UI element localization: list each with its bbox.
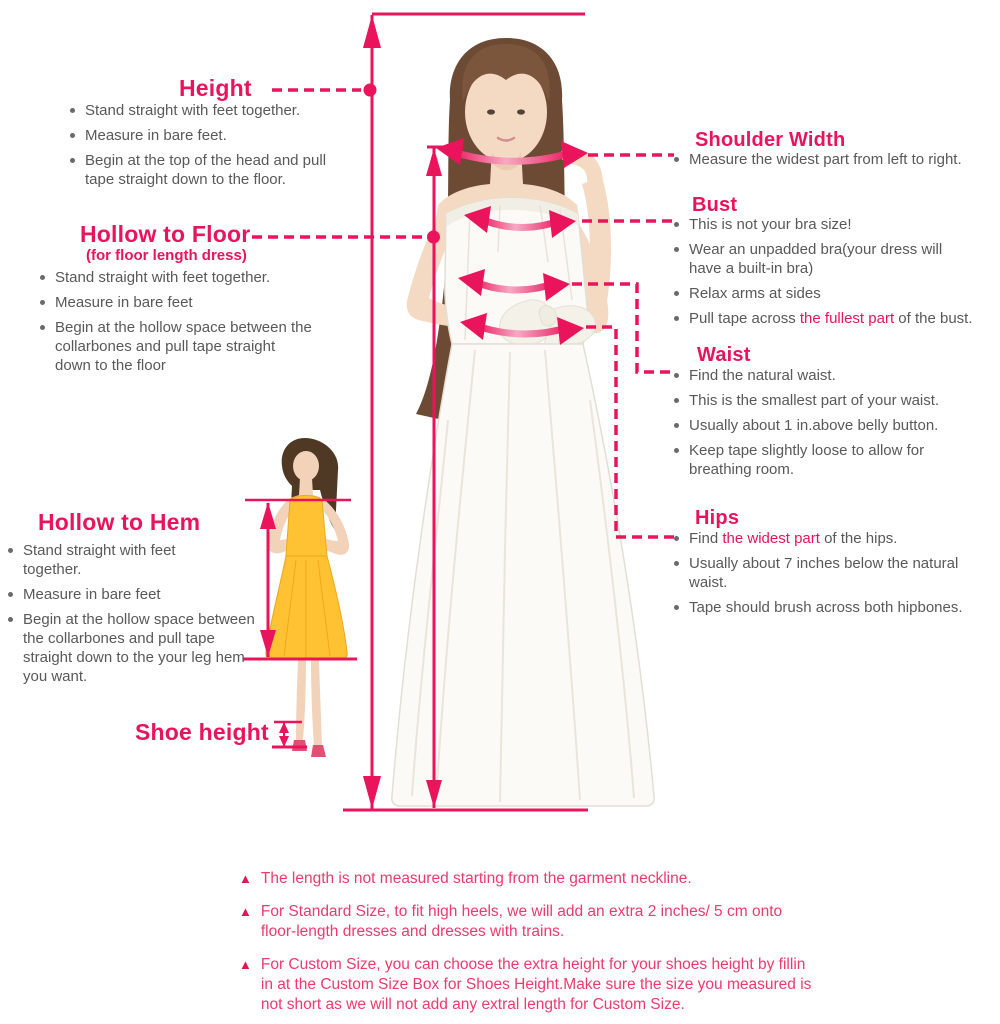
list-item — [674, 598, 1000, 617]
bullet-dot — [674, 561, 679, 566]
height-title: Height — [179, 75, 252, 101]
hips-list — [674, 529, 1000, 623]
list-item — [674, 284, 1000, 303]
list-item — [674, 215, 1000, 234]
bullet-dot — [40, 325, 45, 330]
bullet-dot — [70, 133, 75, 138]
bullet-dot — [8, 592, 13, 597]
notes-block — [239, 869, 839, 1024]
bullet-text: Stand straight with feet together. — [23, 542, 176, 578]
bullet-text: Measure in bare feet — [55, 294, 193, 311]
hips-title: Hips — [695, 507, 740, 529]
list-item — [40, 318, 312, 375]
hollow-to-hem-list — [8, 541, 268, 692]
list-item — [70, 101, 335, 120]
bullet-text: Begin at the hollow space between the collarbones and pull tape straight down to the your leg hem you want. — [23, 611, 255, 685]
list-item — [674, 441, 1000, 479]
bullet-dot — [674, 373, 679, 378]
note-text: For Custom Size, you can choose the extra height for your shoes height by fillin in at the Custom Size Box for Shoes Height.Make sure the size you measured is not short as we will not add any extral length for Custom Size. — [260, 956, 812, 1013]
bullet-dot — [70, 108, 75, 113]
bullet-dot — [70, 158, 75, 163]
model-photo — [392, 38, 654, 806]
list-item — [8, 610, 268, 686]
bullet-text: Keep tape slightly loose to allow for breathing room. — [689, 442, 925, 478]
shoulder-width-title: Shoulder Width — [695, 129, 846, 151]
bullet-dot — [8, 617, 13, 622]
note-item — [239, 955, 839, 1015]
bullet-dot — [674, 536, 679, 541]
list-item — [70, 151, 335, 189]
height-list — [70, 101, 335, 195]
waist-title: Waist — [697, 344, 751, 366]
bullet-dot — [674, 448, 679, 453]
bullet-text: Begin at the hollow space between the collarbones and pull tape straight down to the floor — [55, 319, 312, 374]
bullet-dot — [40, 275, 45, 280]
bullet-text: This is not your bra size! — [689, 216, 852, 233]
bullet-dot — [8, 548, 13, 553]
warning-triangle-icon: ▲ — [239, 957, 252, 972]
bullet-dot — [674, 398, 679, 403]
bullet-text: Usually about 1 in.above belly button. — [689, 417, 939, 434]
shoe-height-title: Shoe height — [135, 719, 269, 745]
list-item — [40, 293, 312, 312]
list-item — [674, 391, 1000, 410]
bullet-dot — [40, 300, 45, 305]
bullet-dot — [674, 316, 679, 321]
list-item — [70, 126, 335, 145]
list-item — [8, 541, 268, 579]
bullet-dot — [674, 157, 679, 162]
warning-triangle-icon: ▲ — [239, 871, 252, 886]
note-item — [239, 869, 839, 889]
bullet-dot — [674, 222, 679, 227]
hollow-to-floor-title: Hollow to Floor — [80, 221, 251, 247]
bullet-text: Usually about 7 inches below the natural waist. — [689, 555, 959, 591]
bullet-dot — [674, 605, 679, 610]
bust-title: Bust — [692, 194, 738, 216]
bullet-dot — [674, 423, 679, 428]
hollow-to-hem-title: Hollow to Hem — [38, 509, 201, 535]
bullet-text: Measure in bare feet — [23, 586, 161, 603]
bullet-text: Measure the widest part from left to right. — [689, 151, 962, 168]
warning-triangle-icon: ▲ — [239, 904, 252, 919]
note-item — [239, 902, 839, 942]
bust-list — [674, 215, 1000, 334]
petite-model-photo — [266, 438, 349, 757]
hollow-to-floor-subtitle: (for floor length dress) — [86, 247, 247, 264]
list-item — [674, 416, 1000, 435]
list-item — [674, 309, 1000, 328]
bullet-text: This is the smallest part of your waist. — [689, 392, 940, 409]
bullet-dot — [674, 291, 679, 296]
bullet-text: Wear an unpadded bra(your dress will have a built-in bra) — [689, 241, 943, 277]
list-item — [674, 150, 1000, 169]
note-text: For Standard Size, to fit high heels, we will add an extra 2 inches/ 5 cm onto floor-length dresses and dresses with trains. — [260, 903, 783, 940]
hollow-to-floor-list — [40, 268, 312, 381]
list-item — [674, 529, 1000, 548]
height-dash-dot — [364, 84, 377, 97]
bullet-text: Stand straight with feet together. — [85, 102, 301, 119]
bullet-text: Tape should brush across both hipbones. — [689, 599, 963, 616]
waist-list — [674, 366, 1000, 485]
hollow-dash-dot — [427, 231, 440, 244]
bullet-text: Measure in bare feet. — [85, 127, 227, 144]
bullet-text: Stand straight with feet together. — [55, 269, 271, 286]
note-text: The length is not measured starting from the garment neckline. — [260, 870, 692, 887]
bullet-text: Begin at the top of the head and pull tape straight down to the floor. — [85, 152, 327, 188]
shoulder-width-list — [674, 150, 1000, 175]
bullet-text: Find the natural waist. — [689, 367, 836, 384]
bullet-text: Find the widest part of the hips. — [689, 530, 898, 547]
list-item — [674, 554, 1000, 592]
bullet-text: Relax arms at sides — [689, 285, 821, 302]
list-item — [674, 366, 1000, 385]
bullet-dot — [674, 247, 679, 252]
bullet-text: Pull tape across the fullest part of the bust. — [689, 310, 973, 327]
list-item — [40, 268, 312, 287]
list-item — [674, 240, 1000, 278]
list-item — [8, 585, 268, 604]
